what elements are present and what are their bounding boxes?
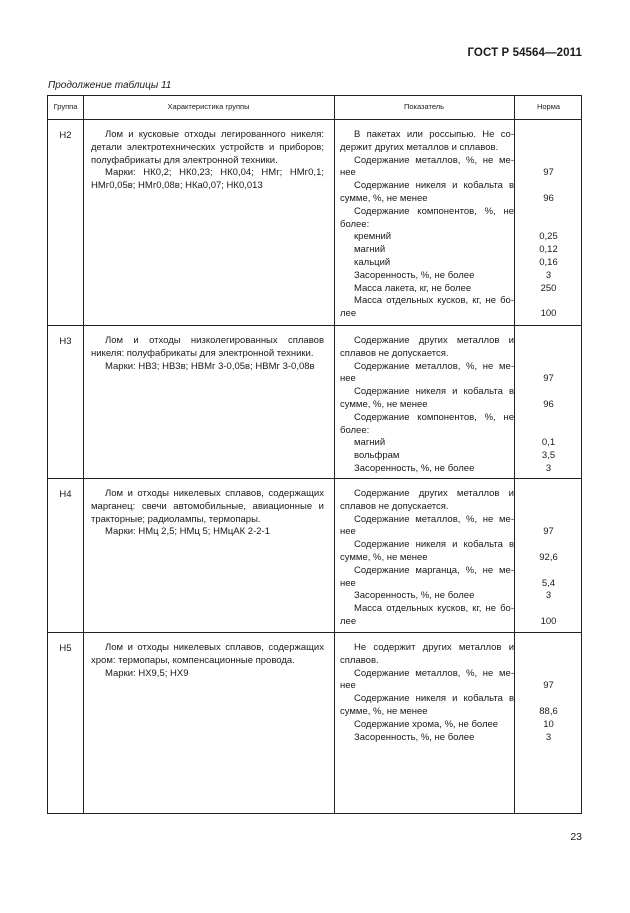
indicator-line: нее — [340, 526, 356, 538]
norm-value: 96 — [543, 192, 554, 204]
norm-value: 0,16 — [539, 256, 558, 268]
norm-value — [514, 206, 583, 219]
norm-value: 0,1 — [541, 437, 556, 449]
group-code: Н2 — [59, 130, 72, 141]
column-header-indicator: Показатель — [403, 102, 445, 111]
indicator-line: сумме, %, не менее — [340, 398, 428, 410]
norm-value — [514, 565, 583, 578]
norm-value: 5,4 — [541, 577, 556, 589]
norm-value: 88,6 — [539, 705, 558, 717]
norm-value: 250 — [540, 282, 557, 294]
indicator-list — [340, 488, 514, 629]
indicator-line: более: — [340, 424, 370, 436]
norm-value — [514, 488, 583, 501]
group-code: Н5 — [59, 643, 72, 654]
norm-value — [514, 539, 583, 552]
norm-value — [514, 693, 583, 706]
norm-value: 3 — [545, 269, 552, 281]
column-header-norm: Норма — [536, 102, 561, 111]
norm-value: 100 — [540, 615, 557, 627]
indicator-line: магний — [354, 244, 386, 256]
norm-value: 97 — [543, 373, 554, 385]
indicator-line: лее — [340, 615, 357, 627]
indicator-line: Содержание хрома, %, не более — [354, 718, 499, 730]
indicator-line: Содержание никеля и кобальта в — [354, 539, 514, 551]
indicator-line: лее — [340, 308, 357, 320]
indicator-line: Масса отдельных кусков, кг, не бо- — [354, 603, 514, 615]
norm-value — [514, 348, 583, 361]
indicator-line: В пакетах или россыпью. Не со- — [354, 129, 514, 140]
group-characteristic — [91, 642, 324, 680]
indicator-line: Не содержит других металлов и — [354, 642, 514, 653]
indicator-line: кальций — [354, 256, 391, 268]
characteristic-paragraph: Марки: НХ9,5; НХ9 — [105, 667, 189, 679]
group-code: Н4 — [59, 489, 72, 500]
indicator-line: Содержание марганца, %, не ме- — [354, 564, 514, 576]
indicator-line: нее — [340, 373, 356, 385]
characteristic-paragraph: Марки: НВ3; НВ3в; НВМг 3-0,05в; НВМг 3-0,08в — [105, 360, 315, 372]
indicator-list — [340, 335, 514, 476]
indicator-line: Содержание металлов, %, не ме- — [354, 667, 514, 679]
indicator-line: Засоренность, %, не более — [354, 731, 475, 743]
indicator-line: сплавов. — [340, 654, 379, 666]
indicator-line: более: — [340, 218, 370, 230]
norm-value — [514, 142, 583, 155]
norm-value — [514, 386, 583, 399]
group-characteristic — [91, 129, 324, 193]
norm-value — [514, 514, 583, 527]
row-divider — [48, 478, 581, 479]
indicator-line: сумме, %, не менее — [340, 192, 428, 204]
norm-value — [514, 668, 583, 681]
group-characteristic — [91, 488, 324, 539]
norm-value — [514, 501, 583, 514]
indicator-line: Содержание компонентов, %, не — [354, 411, 514, 423]
norm-value — [514, 219, 583, 232]
norm-value: 3 — [545, 590, 552, 602]
indicator-line: нее — [340, 577, 356, 589]
norm-values — [514, 129, 583, 321]
norm-values — [514, 488, 583, 629]
indicator-line: Содержание других металлов и — [354, 488, 514, 499]
indicator-line: нее — [340, 680, 356, 692]
norm-value: 96 — [543, 398, 554, 410]
norm-value — [514, 180, 583, 193]
characteristic-paragraph: Марки: НК0,2; НК0,23; НК0,04; НМг; НМг0,1; НМг0,05в; НМг0,08в; НКа0,07; НК0,013 — [91, 167, 324, 192]
norm-value: 97 — [543, 526, 554, 538]
norm-value: 97 — [543, 680, 554, 692]
indicator-line: сумме, %, не менее — [340, 551, 428, 563]
indicator-line: Масса лакета, кг, не более — [354, 282, 472, 294]
norm-value — [514, 412, 583, 425]
indicator-line: Засоренность, %, не более — [354, 269, 475, 281]
data-table — [47, 95, 582, 814]
norm-value — [514, 425, 583, 438]
indicator-list — [340, 642, 514, 744]
norm-value — [514, 655, 583, 668]
group-code: Н3 — [59, 336, 72, 347]
table-caption: Продолжение таблицы 11 — [48, 80, 172, 91]
indicator-line: Содержание других металлов и — [354, 335, 514, 346]
norm-value: 3 — [545, 462, 552, 474]
characteristic-paragraph: Лом и отходы никелевых сплавов, содержащих хром: термопары, компенсационные провода. — [91, 642, 324, 666]
standard-header: ГОСТ Р 54564—2011 — [467, 47, 582, 59]
norm-value: 3 — [545, 731, 552, 743]
norm-value — [514, 361, 583, 374]
indicator-list — [340, 129, 514, 321]
norm-value — [514, 642, 583, 655]
norm-value — [514, 129, 583, 142]
norm-value — [514, 295, 583, 308]
norm-value: 100 — [540, 308, 557, 320]
characteristic-paragraph: Марки: НМц 2,5; НМц 5; НМцАК 2-2-1 — [105, 526, 270, 538]
indicator-line: сплавов не допускается. — [340, 347, 449, 359]
row-divider — [48, 325, 581, 326]
column-header-characteristic: Характеристика группы — [167, 102, 250, 111]
indicator-line: сумме, %, не менее — [340, 705, 428, 717]
norm-value: 3,5 — [541, 450, 556, 462]
indicator-line: магний — [354, 437, 386, 449]
norm-value: 10 — [543, 718, 554, 730]
page-number: 23 — [570, 831, 582, 843]
characteristic-paragraph: Лом и отходы низколегированных сплавов никеля: полуфабрикаты для электронной техники. — [91, 335, 324, 359]
norm-value: 92,6 — [539, 551, 558, 563]
norm-values — [514, 642, 583, 744]
norm-value: 0,25 — [539, 231, 558, 243]
norm-value: 97 — [543, 167, 554, 179]
column-divider — [334, 96, 335, 813]
column-divider — [83, 96, 84, 813]
indicator-line: Масса отдельных кусков, кг, не бо- — [354, 295, 514, 307]
indicator-line: Содержание никеля и кобальта в — [354, 386, 514, 398]
norm-value — [514, 603, 583, 616]
indicator-line: Содержание металлов, %, не ме- — [354, 360, 514, 372]
norm-value — [514, 155, 583, 168]
indicator-line: Засоренность, %, не более — [354, 462, 475, 474]
row-divider — [48, 632, 581, 633]
characteristic-paragraph: Лом и кусковые отходы легированного никеля: детали электротехнических устройств и приборов; полуфабрикаты для электронной техники. — [91, 129, 324, 166]
indicator-line: Содержание никеля и кобальта в — [354, 693, 514, 705]
norm-value: 0,12 — [539, 244, 558, 256]
indicator-line: Содержание металлов, %, не ме- — [354, 154, 514, 166]
header-divider — [48, 119, 581, 120]
indicator-line: Засоренность, %, не более — [354, 590, 475, 602]
indicator-line: Содержание металлов, %, не ме- — [354, 513, 514, 525]
indicator-line: Содержание никеля и кобальта в — [354, 180, 514, 192]
indicator-line: держит других металлов и сплавов. — [340, 141, 499, 153]
characteristic-paragraph: Лом и отходы никелевых сплавов, содержащих марганец: свечи автомобильные, авиационные и тракторные; радиолампы, термопары. — [91, 488, 324, 525]
indicator-line: нее — [340, 167, 356, 179]
column-header-group: Группа — [53, 102, 78, 111]
indicator-line: вольфрам — [354, 450, 400, 462]
indicator-line: Содержание компонентов, %, не — [354, 205, 514, 217]
indicator-line: кремний — [354, 231, 392, 243]
group-characteristic — [91, 335, 324, 373]
indicator-line: сплавов не допускается. — [340, 500, 449, 512]
norm-values — [514, 335, 583, 476]
norm-value — [514, 335, 583, 348]
